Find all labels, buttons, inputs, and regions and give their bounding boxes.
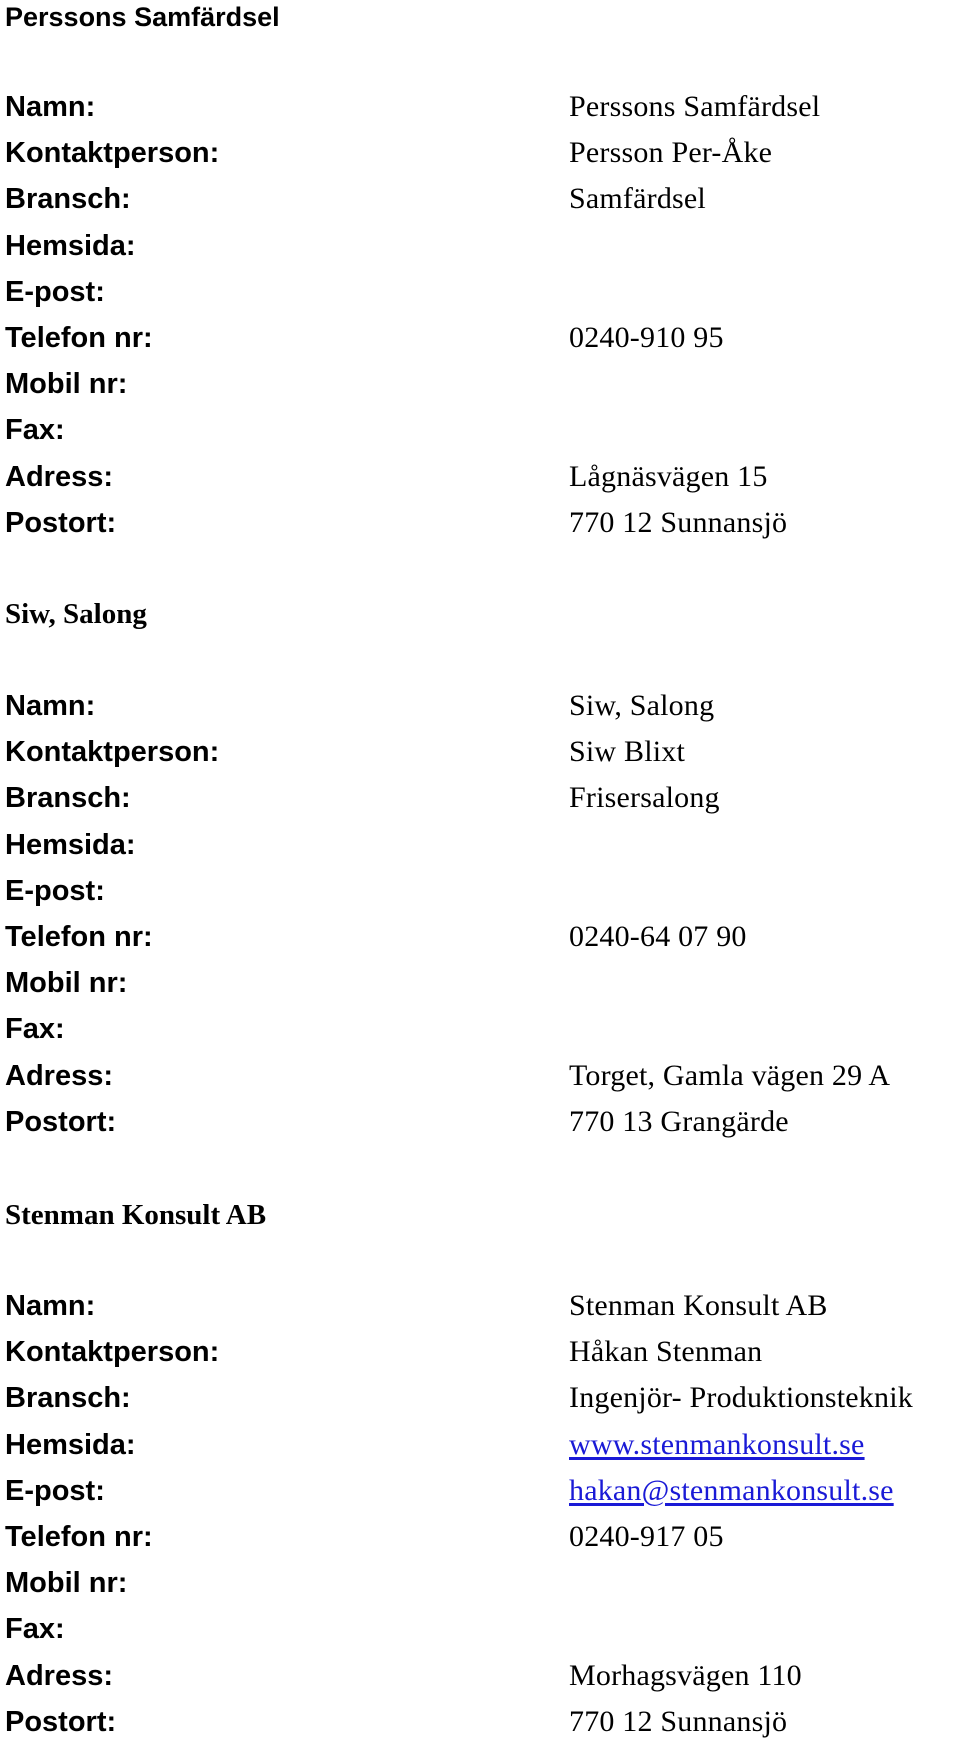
company-entry	[5, 598, 955, 1138]
field-value-contact: Persson Per-Åke	[569, 136, 773, 170]
company-entry	[5, 1199, 955, 1738]
company-details	[5, 1289, 955, 1751]
field-row-mobile	[5, 966, 955, 1012]
field-label-address: Adress:	[5, 460, 113, 493]
field-label-email: E-post:	[5, 874, 105, 907]
field-row-mobile	[5, 1566, 955, 1612]
company-heading: Perssons Samfärdsel	[5, 2, 280, 32]
field-row-email	[5, 874, 955, 920]
field-value-contact: Siw Blixt	[569, 735, 685, 769]
field-row-contact	[5, 136, 955, 182]
field-value-contact: Håkan Stenman	[569, 1335, 763, 1369]
field-value-postal: 770 13 Grangärde	[569, 1104, 789, 1138]
field-label-phone: Telefon nr:	[5, 321, 153, 354]
field-label-contact: Kontaktperson:	[5, 736, 220, 769]
field-value-name: Siw, Salong	[569, 689, 715, 722]
field-row-email	[5, 275, 955, 321]
field-row-website	[5, 828, 955, 874]
company-heading: Stenman Konsult AB	[5, 1199, 267, 1231]
field-label-mobile: Mobil nr:	[5, 967, 128, 1000]
field-label-industry: Bransch:	[5, 782, 131, 815]
field-value-address: Morhagsvägen 110	[569, 1658, 802, 1692]
field-value-name: Perssons Samfärdsel	[569, 90, 821, 123]
field-row-mobile	[5, 367, 955, 413]
field-row-postal	[5, 1705, 955, 1751]
field-label-industry: Bransch:	[5, 1382, 131, 1415]
field-label-website: Hemsida:	[5, 229, 136, 262]
field-label-postal: Postort:	[5, 506, 117, 539]
company-details	[5, 90, 955, 552]
field-label-mobile: Mobil nr:	[5, 368, 128, 401]
field-label-fax: Fax:	[5, 1013, 65, 1046]
field-label-industry: Bransch:	[5, 183, 131, 216]
email-link[interactable]: hakan@stenmankonsult.se	[569, 1473, 894, 1507]
field-row-address	[5, 1659, 955, 1705]
field-label-phone: Telefon nr:	[5, 920, 153, 953]
field-row-industry	[5, 781, 955, 827]
field-value-name: Stenman Konsult AB	[569, 1289, 828, 1322]
field-label-name: Namn:	[5, 690, 96, 722]
field-label-email: E-post:	[5, 1474, 105, 1507]
field-label-fax: Fax:	[5, 414, 65, 447]
field-label-name: Namn:	[5, 91, 96, 123]
field-row-fax	[5, 1012, 955, 1058]
field-label-address: Adress:	[5, 1659, 113, 1692]
field-label-phone: Telefon nr:	[5, 1520, 153, 1553]
field-label-address: Adress:	[5, 1059, 113, 1092]
field-label-mobile: Mobil nr:	[5, 1567, 128, 1600]
field-row-email	[5, 1474, 955, 1520]
field-label-contact: Kontaktperson:	[5, 1336, 220, 1369]
field-row-website	[5, 229, 955, 275]
field-row-industry	[5, 182, 955, 228]
company-details	[5, 689, 955, 1151]
field-row-website	[5, 1428, 955, 1474]
field-value-postal: 770 12 Sunnansjö	[569, 1704, 788, 1738]
field-row-fax	[5, 1612, 955, 1658]
field-row-phone	[5, 321, 955, 367]
field-label-postal: Postort:	[5, 1705, 117, 1738]
field-row-fax	[5, 413, 955, 459]
field-value-postal: 770 12 Sunnansjö	[569, 505, 788, 539]
field-value-phone: 0240-64 07 90	[569, 919, 747, 953]
field-label-website: Hemsida:	[5, 828, 136, 861]
field-label-contact: Kontaktperson:	[5, 137, 220, 170]
field-row-address	[5, 1059, 955, 1105]
field-label-email: E-post:	[5, 275, 105, 308]
field-row-name	[5, 90, 955, 136]
field-label-postal: Postort:	[5, 1105, 117, 1138]
company-heading: Siw, Salong	[5, 598, 147, 630]
website-link[interactable]: www.stenmankonsult.se	[569, 1427, 865, 1461]
field-row-postal	[5, 1105, 955, 1151]
field-value-phone: 0240-917 05	[569, 1519, 724, 1553]
field-row-address	[5, 460, 955, 506]
field-row-postal	[5, 506, 955, 552]
field-row-name	[5, 1289, 955, 1335]
field-row-industry	[5, 1381, 955, 1427]
field-row-contact	[5, 735, 955, 781]
field-label-name: Namn:	[5, 1290, 96, 1322]
field-value-phone: 0240-910 95	[569, 320, 724, 354]
field-value-address: Torget, Gamla vägen 29 A	[569, 1058, 891, 1092]
field-value-industry: Frisersalong	[569, 781, 720, 815]
field-row-contact	[5, 1335, 955, 1381]
field-value-industry: Samfärdsel	[569, 182, 706, 216]
field-value-industry: Ingenjör- Produktionsteknik	[569, 1381, 913, 1415]
field-row-phone	[5, 920, 955, 966]
field-row-phone	[5, 1520, 955, 1566]
field-label-fax: Fax:	[5, 1613, 65, 1646]
company-entry	[5, 2, 955, 539]
field-label-website: Hemsida:	[5, 1428, 136, 1461]
field-row-name	[5, 689, 955, 735]
field-value-address: Lågnäsvägen 15	[569, 459, 768, 493]
